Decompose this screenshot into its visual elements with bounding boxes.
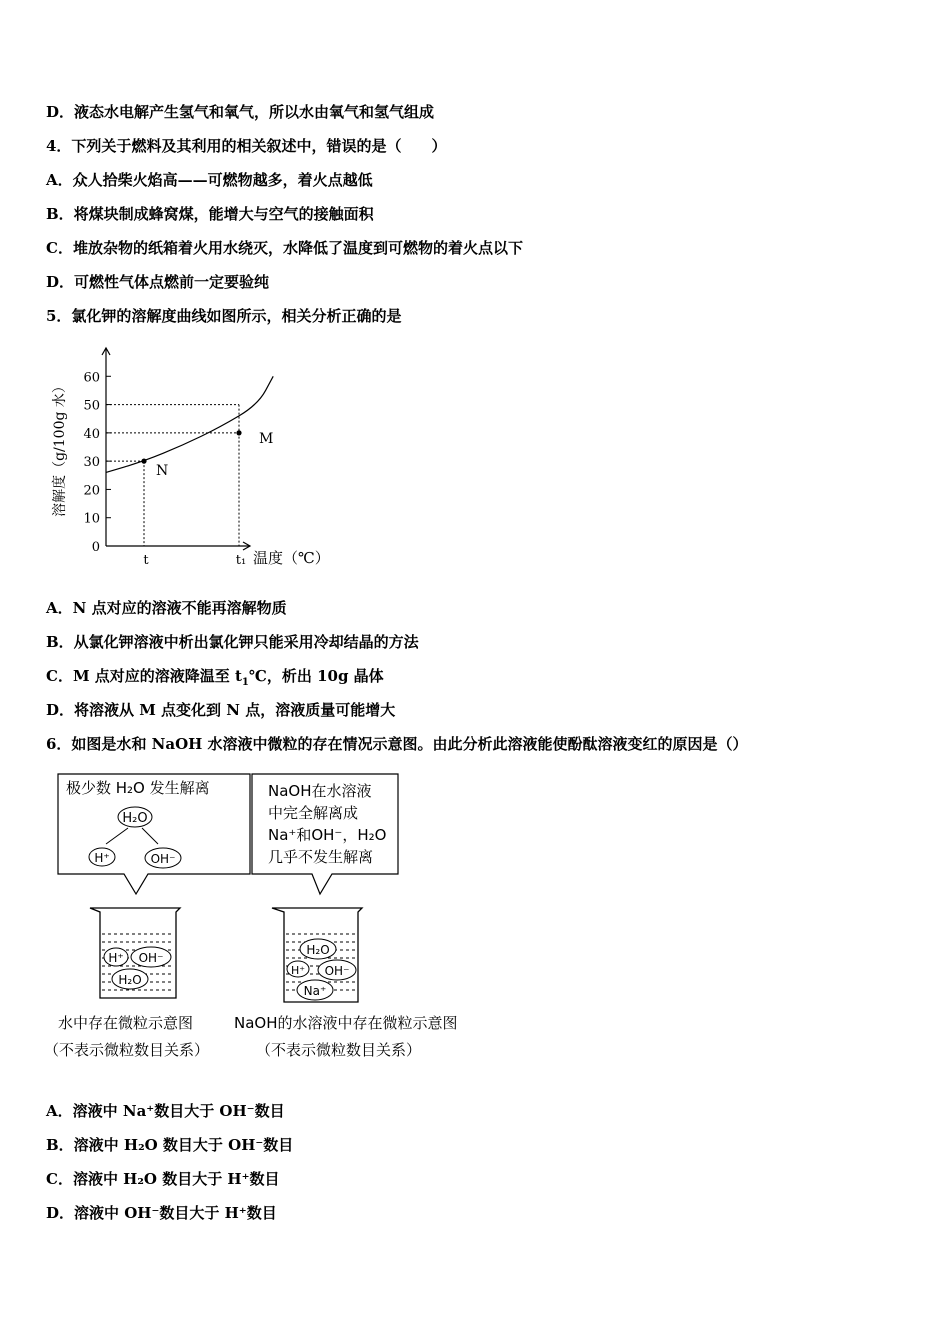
y-tick-label: 20: [83, 483, 100, 499]
box1-h-ion: H⁺: [94, 851, 110, 865]
caption-water-2: （不表示微粒数目关系）: [44, 1041, 210, 1059]
point-label-M: M: [259, 430, 274, 447]
q5-option-c: C．M 点对应的溶液降温至 $t_1℃$，析出 10g 晶体: [46, 667, 384, 688]
box2-line4: 几乎不发生解离: [268, 848, 374, 866]
box2-line1: NaOH在水溶液: [268, 782, 372, 800]
y-tick-label: 10: [83, 511, 100, 527]
y-tick-label: 50: [83, 398, 100, 414]
q5-stem: 5．氯化钾的溶解度曲线如图所示，相关分析正确的是: [46, 307, 402, 325]
beaker2-na-ion: Na⁺: [303, 984, 327, 998]
q6-option-c: C．溶液中 H₂O 数目大于 H⁺数目: [46, 1170, 280, 1188]
q4-stem: 4．下列关于燃料及其利用的相关叙述中，错误的是（ ）: [46, 137, 447, 155]
solubility-chart: [40, 336, 350, 576]
q5-option-a: A．N 点对应的溶液不能再溶解物质: [46, 599, 287, 617]
particle-diagram: [40, 766, 500, 1066]
q5-option-d: D．将溶液从 M 点变化到 N 点，溶液质量可能增大: [46, 701, 396, 719]
chart-x-label: 温度（℃）: [253, 549, 330, 567]
q6-stem: 6．如图是水和 NaOH 水溶液中微粒的存在情况示意图。由此分析此溶液能使酚酞溶液变红的原因是（）: [46, 735, 748, 753]
box1-h2o: H₂O: [122, 811, 148, 826]
point-N: [141, 459, 146, 464]
box2-line3: Na⁺和OH⁻，H₂O: [268, 826, 387, 844]
q6-option-b: B．溶液中 H₂O 数目大于 OH⁻数目: [46, 1136, 294, 1154]
y-tick-label: 60: [83, 370, 100, 386]
chart-y-label: 溶解度（g/100g 水）: [52, 379, 68, 517]
solubility-curve: [106, 376, 273, 472]
beaker2-h2o: H₂O: [306, 943, 330, 957]
q4-option-a: A．众人拾柴火焰高——可燃物越多，着火点越低: [46, 171, 373, 189]
y-tick-label: 40: [83, 426, 100, 442]
q4-option-d: D．可燃性气体点燃前一定要验纯: [46, 273, 270, 291]
x-tick-label: t₁: [235, 553, 247, 568]
box2-line2: 中完全解离成: [268, 804, 359, 822]
point-label-N: N: [156, 463, 169, 480]
box1-oh-ion: OH⁻: [150, 852, 176, 866]
q6-option-d: D．溶液中 OH⁻数目大于 H⁺数目: [46, 1204, 277, 1222]
q3-option-d: D．液态水电解产生氢气和氧气，所以水由氧气和氢气组成: [46, 103, 435, 121]
q4-option-b: B．将煤块制成蜂窝煤，能增大与空气的接触面积: [46, 205, 374, 223]
caption-naoh-1: NaOH的水溶液中存在微粒示意图: [234, 1014, 458, 1032]
caption-naoh-2: （不表示微粒数目关系）: [256, 1041, 422, 1059]
caption-water-1: 水中存在微粒示意图: [58, 1014, 194, 1032]
beaker-naoh: [272, 908, 362, 1002]
q5-option-b: B．从氯化钾溶液中析出氯化钾只能采用冷却结晶的方法: [46, 633, 419, 651]
beaker1-h-ion: H⁺: [108, 951, 124, 965]
beaker2-oh-ion: OH⁻: [324, 964, 350, 978]
beaker-water: [90, 908, 180, 998]
beaker1-h2o: H₂O: [118, 973, 142, 987]
beaker1-oh-ion: OH⁻: [138, 951, 164, 965]
box1-title: 极少数 H₂O 发生解离: [66, 779, 210, 797]
q4-option-c: C．堆放杂物的纸箱着火用水绕灭，水降低了温度到可燃物的着火点以下: [46, 239, 523, 257]
x-tick-label: t: [143, 553, 149, 568]
point-M: [236, 430, 241, 435]
y-tick-label: 30: [83, 455, 100, 471]
q6-option-a: A．溶液中 Na⁺数目大于 OH⁻数目: [46, 1102, 285, 1120]
y-tick-label: 0: [91, 540, 100, 555]
beaker2-h-ion: H⁺: [290, 964, 306, 977]
